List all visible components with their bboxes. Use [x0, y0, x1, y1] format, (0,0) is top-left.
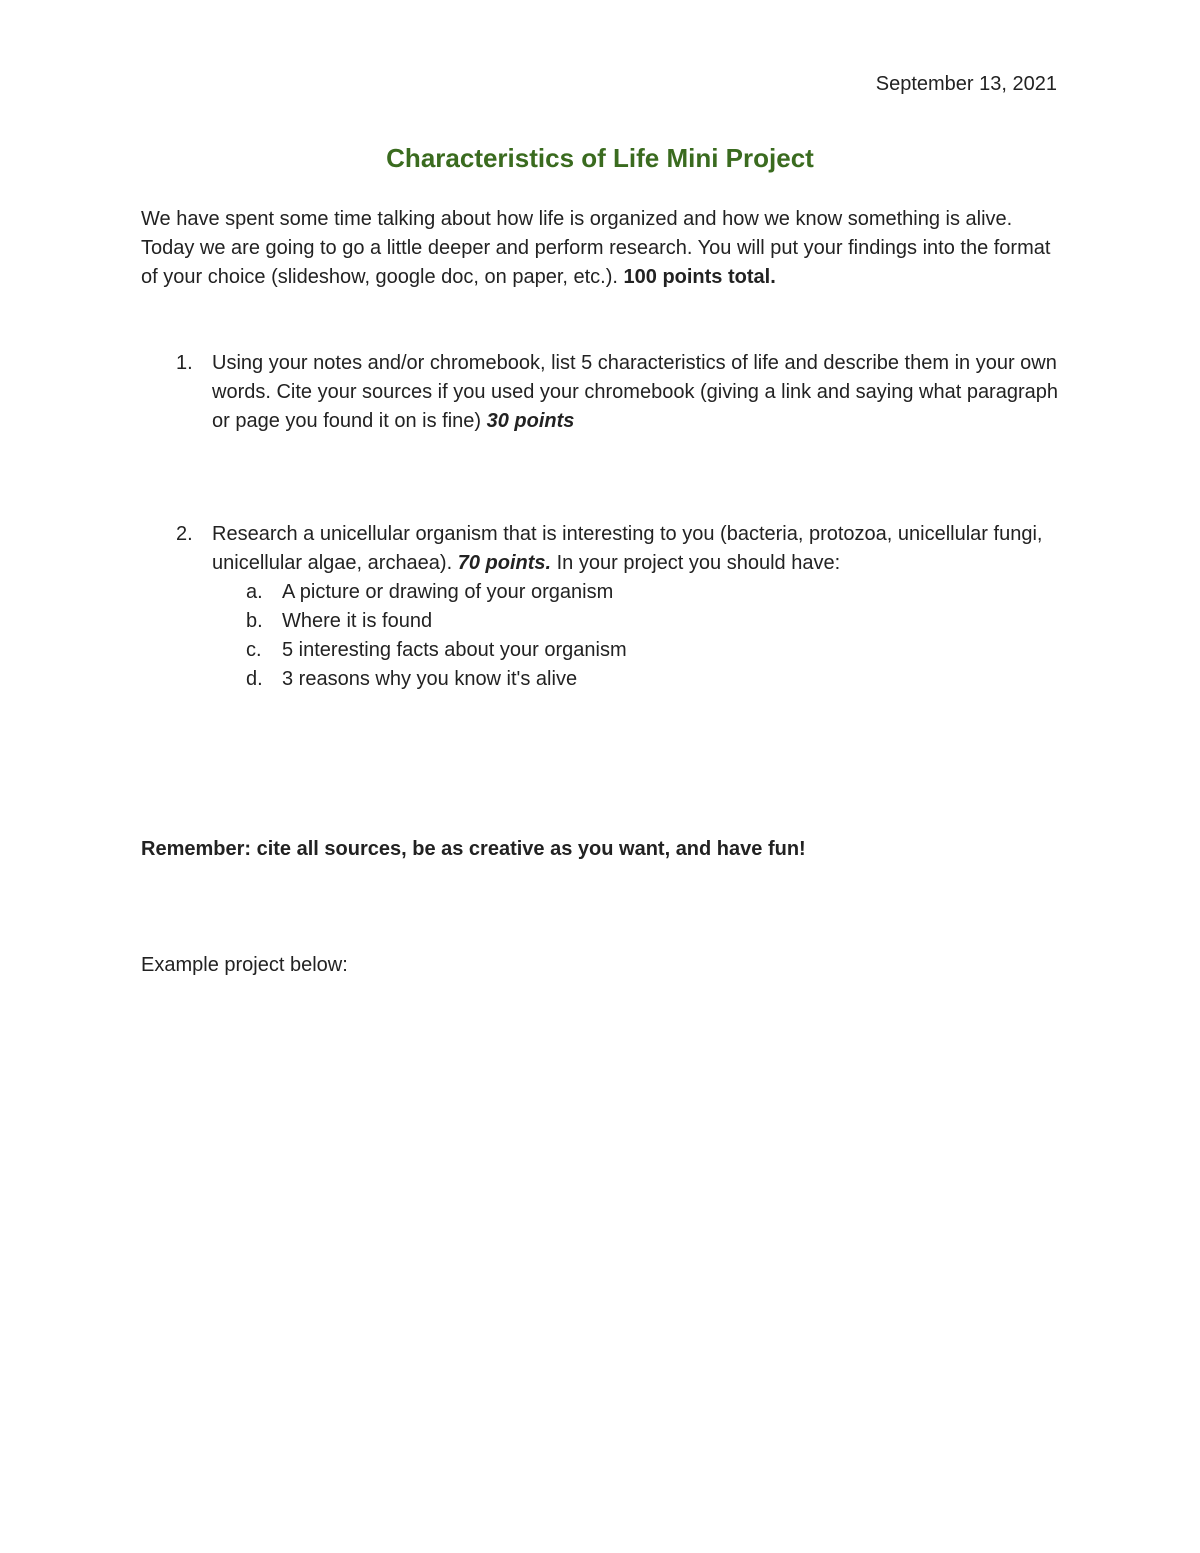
list-item	[212, 607, 1061, 636]
list-item-text: 5 interesting facts about your organism	[282, 639, 627, 661]
intro-total-points: 100 points total.	[623, 266, 776, 288]
task-points: 30 points	[486, 410, 575, 432]
list-letter: c.	[246, 639, 262, 661]
example-caption: Example project below:	[141, 954, 348, 976]
intro-paragraph	[141, 205, 1061, 292]
task-text: Research a unicellular organism that is interesting to you (bacteria, protozoa, unicellular fungi, unicellular algae, archaea).	[212, 523, 1043, 574]
task-text-after: In your project you should have:	[551, 552, 841, 574]
task-body	[212, 349, 1061, 436]
list-letter: b.	[246, 610, 263, 632]
list-item-text: A picture or drawing of your organism	[282, 581, 614, 603]
list-item	[212, 578, 1061, 607]
task-points: 70 points.	[457, 552, 552, 574]
list-item	[212, 636, 1061, 665]
requirements-list	[212, 578, 1061, 694]
task-text: Using your notes and/or chromebook, list 5 characteristics of life and describe them in your own words. Cite your sources if you used your chromebook (giving a link and saying what paragraph or page you found it on is fine)	[212, 352, 1058, 432]
document-date: September 13, 2021	[875, 73, 1057, 95]
list-item-text: Where it is found	[282, 610, 433, 632]
list-item-text: 3 reasons why you know it's alive	[282, 668, 578, 690]
task-item-2	[141, 520, 1061, 694]
document-title: Characteristics of Life Mini Project	[386, 143, 814, 173]
task-number: 2.	[176, 523, 193, 545]
list-item	[212, 665, 1061, 694]
remember-note: Remember: cite all sources, be as creative as you want, and have fun!	[141, 838, 806, 860]
task-body	[212, 520, 1061, 578]
list-letter: d.	[246, 668, 263, 690]
intro-text: We have spent some time talking about how life is organized and how we know something is alive. Today we are going to go a little deeper and perform research. You will put your findings into the format of your choice (slideshow, google doc, on paper, etc.).	[141, 208, 1051, 288]
list-letter: a.	[246, 581, 263, 603]
task-number: 1.	[176, 352, 193, 374]
task-item-1	[141, 349, 1061, 436]
